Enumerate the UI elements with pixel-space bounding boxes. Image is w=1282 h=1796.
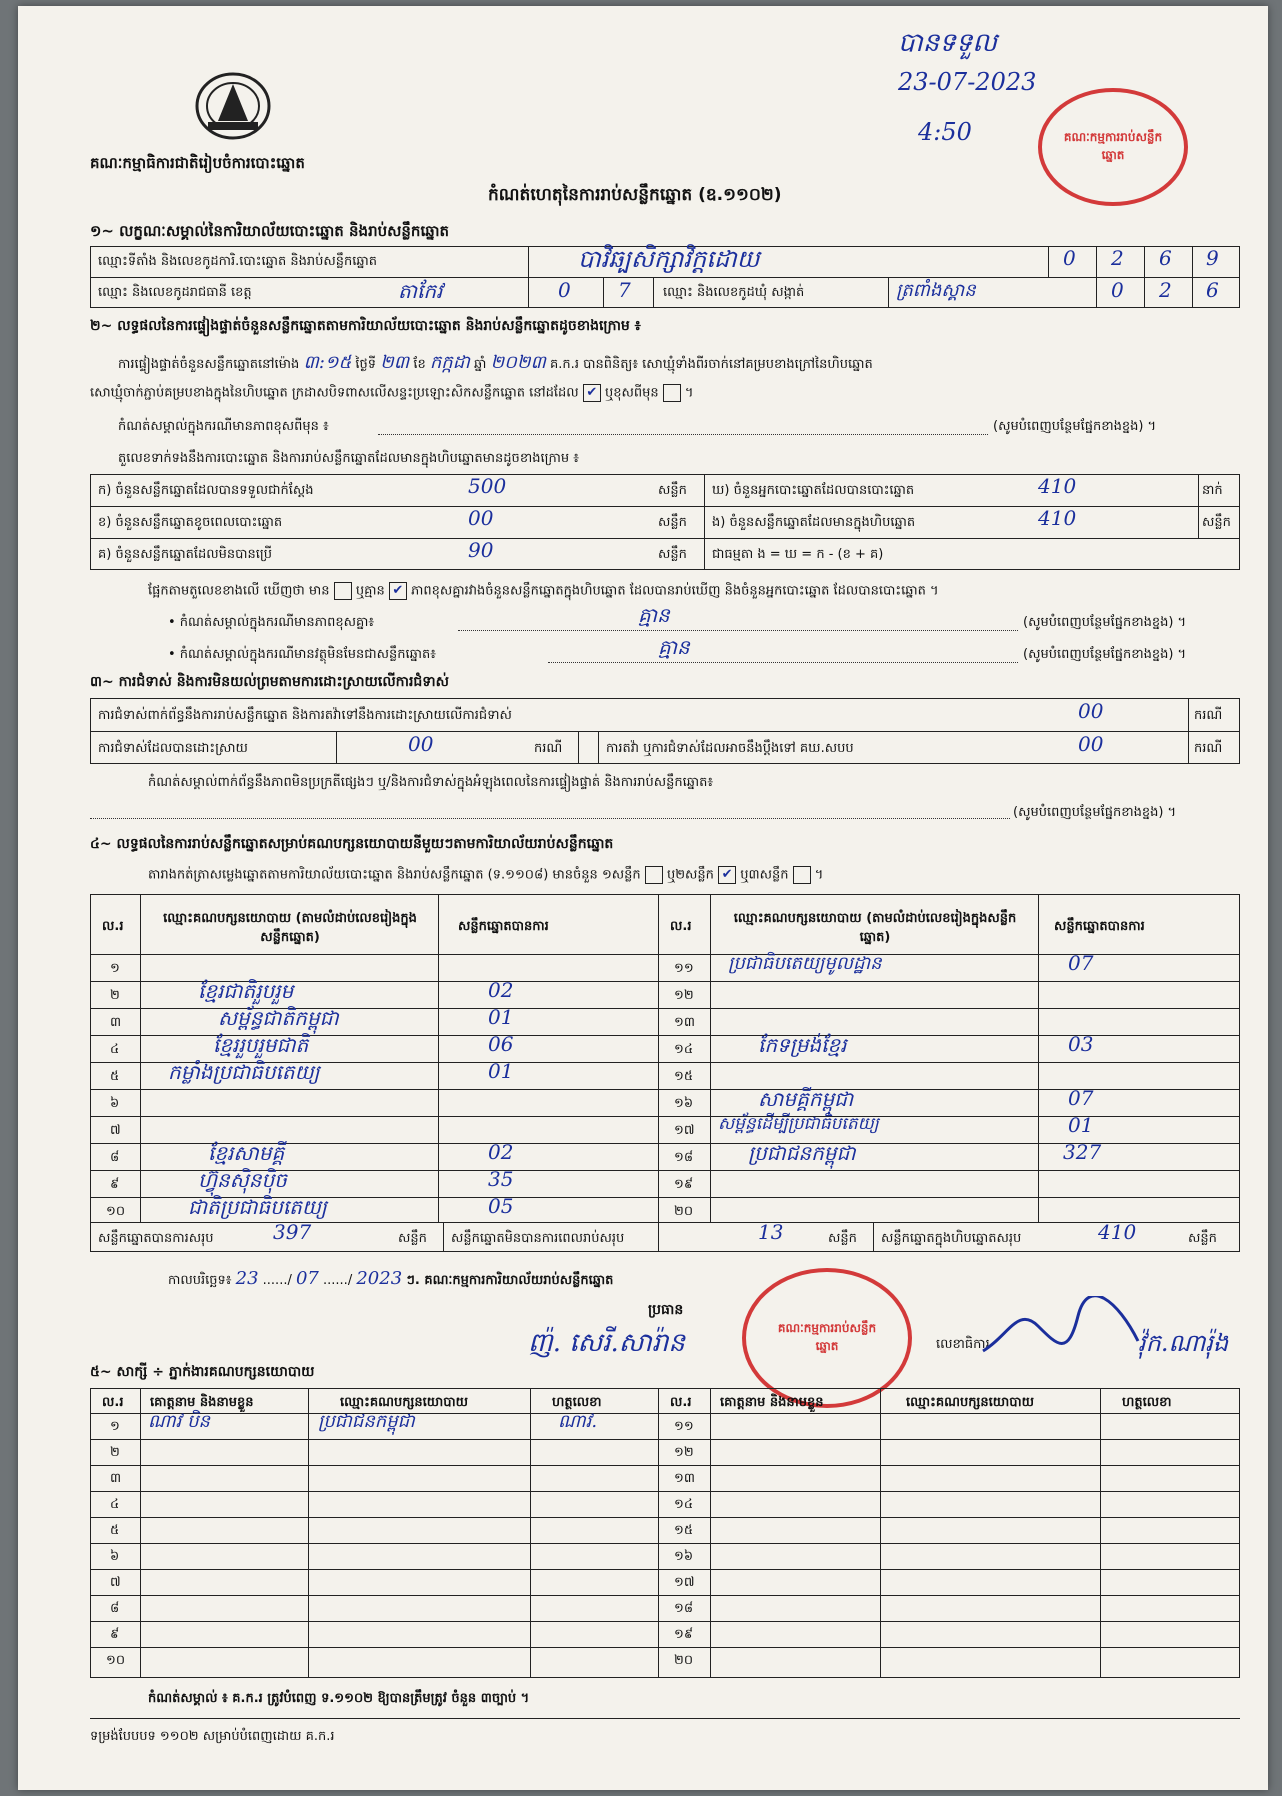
right-row-16-votes: 07 [1068, 1086, 1094, 1110]
objection-row2b-unit: ករណី [1194, 741, 1223, 756]
witness-right-no-18: ១៨ [674, 1601, 694, 1616]
left-row-2-party: ខ្មែរជាតិរួបរួម [198, 979, 294, 1003]
secretary-signature: វ៉ុក.ណារ៉ុង [1138, 1329, 1229, 1357]
witness-left-no-2: ២ [110, 1445, 120, 1460]
total-invalid-value: 13 [758, 1220, 784, 1244]
objection-row2a-value: 00 [408, 732, 434, 756]
right-row-20-no: ២០ [674, 1204, 694, 1219]
total-valid-value: 397 [273, 1220, 312, 1244]
left-row-4-votes: 06 [488, 1032, 514, 1056]
objection-row1-label: ការជំទាស់ពាក់ព័ន្ធនឹងការរាប់សន្លឹកឆ្នោត និងការតវ៉ាទៅនឹងការដោះស្រាយលើការជំទាស់ [98, 708, 512, 723]
left-row-3-no: ៣ [110, 1015, 122, 1030]
row-c-unit: សន្លឹក [658, 547, 687, 562]
row-d-label: ឃ) ចំនួនអ្នកបោះឆ្នោតដែលបានបោះឆ្នោត [712, 483, 915, 498]
note-b-value: គ្មាន [658, 635, 690, 659]
fill-back-note-1: (សូមបំពេញបន្ថែមផ្នែកខាងខ្នង) ។ [993, 419, 1157, 434]
province-code-2: 7 [618, 278, 631, 302]
committee-emblem-icon [188, 66, 278, 144]
verify-line-1-e: គ.ក.រ បានពិនិត្យ៖ សោឃ្មុំទាំងពីរចាក់នៅគម្របខាងក្រៅនៃហិបឆ្នោត [550, 357, 873, 372]
verify-month: កក្កដា [429, 352, 470, 373]
right-row-18-party: ប្រជាជនកម្ពុជា [748, 1141, 856, 1165]
stamp-text: គណៈកម្មការរាប់សន្លឹកឆ្នោត [1063, 130, 1163, 162]
witness-left-no-3: ៣ [110, 1471, 122, 1486]
left-row-1-no: ១ [110, 961, 120, 976]
two-sheet-label: ឬ២សន្លឹក [666, 867, 714, 883]
left-row-8-no: ៨ [110, 1150, 120, 1165]
objection-row2b-label: ការតវ៉ា ឬការជំទាស់ដែលអាចនឹងប្តឹងទៅ គឃ.សបប [606, 741, 854, 756]
witness-right-no-12: ១២ [674, 1445, 694, 1460]
witness-right-no-19: ១៩ [674, 1627, 694, 1642]
note-b: • កំណត់សម្គាល់ក្នុងករណីមានវត្ថុមិនមែនជាសន្លឹកឆ្នោត៖ [168, 647, 436, 662]
row-e-unit: សន្លឹក [1202, 515, 1231, 530]
right-row-19-no: ១៩ [674, 1177, 694, 1192]
same-checkbox[interactable]: ✔ [583, 384, 601, 402]
verify-line-1-a: ការផ្ទៀងផ្ទាត់ចំនួនសន្លឹកឆ្នោតនៅម៉ោង [118, 357, 300, 372]
total-valid-label: សន្លឹកឆ្នោតបានការសរុប [98, 1231, 214, 1246]
two-sheet-checkbox[interactable]: ✔ [718, 866, 736, 884]
verify-line-1-c: ខែ [413, 357, 426, 372]
verify-line-1-d: ឆ្នាំ [474, 357, 487, 372]
witness-left-no-4: ៤ [110, 1497, 120, 1512]
section1-title: ១~ លក្ខណៈសម្គាល់នៃការិយាល័យបោះឆ្នោត និងរាប់សន្លឹកឆ្នោត [90, 222, 450, 240]
secretary-signature-scribble-icon [978, 1296, 1148, 1366]
province-code-1: 0 [558, 278, 571, 302]
three-sheet-checkbox[interactable] [793, 866, 811, 884]
witness-col-sign-left: ហត្ថលេខា [552, 1395, 602, 1410]
col-party-right: ឈ្មោះគណបក្សនយោបាយ (តាមលំដាប់លេខរៀងក្នុងសន្លឹកឆ្នោត) [733, 911, 1017, 945]
witness-right-no-14: ១៤ [674, 1497, 694, 1512]
commune-label: ឈ្មោះ និងលេខកូដឃុំ សង្កាត់ [663, 285, 805, 300]
left-row-4-party: ខ្មែររួបរួមជាតិ [213, 1033, 309, 1057]
right-row-11-no: ១១ [674, 961, 694, 976]
received-time: 4:50 [918, 118, 972, 146]
station-code-1: 0 [1063, 246, 1076, 270]
section4-title: ៤~ លទ្ធផលនៃការរាប់សន្លឹកឆ្នោតសម្រាប់គណបក្សនយោបាយនីមួយៗតាមការិយាល័យរាប់សន្លឹកឆ្នោត [90, 836, 614, 852]
witness-col-no-left: ល.រ [102, 1395, 124, 1410]
total-valid-unit: សន្លឹក [398, 1231, 427, 1246]
left-row-8-votes: 02 [488, 1140, 514, 1164]
left-row-5-party: កម្លាំងប្រជាធិបតេយ្យ [168, 1060, 320, 1084]
left-row-10-no: ១០ [106, 1204, 126, 1219]
right-row-11-party: ប្រជាធិបតេយ្យមូលដ្ឋាន [728, 953, 882, 974]
witness-table [90, 1388, 1240, 1678]
witness-col-name-right: គោត្តនាម និងនាមខ្លួន [720, 1395, 824, 1410]
date-day: 23 [235, 1268, 259, 1289]
footer-bottom: ទម្រង់បែបបទ ១១០២ សម្រាប់បំពេញដោយ គ.ក.រ [90, 1729, 335, 1744]
left-row-6-no: ៦ [110, 1096, 120, 1111]
president-signature: ញ៉. សេរី.សារ៉ាន [528, 1328, 685, 1358]
left-row-9-votes: 35 [488, 1167, 514, 1191]
date-line: កាលបរិច្ឆេទ៖ 23 ....../ 07 ....../ 2023 ៗ. គណៈកម្មការការិយាល័យរាប់សន្លឹកឆ្នោត [168, 1268, 614, 1289]
right-row-16-party: សាមគ្គីកម្ពុជា [758, 1087, 854, 1111]
left-row-4-no: ៤ [110, 1042, 120, 1057]
no-difference-checkbox[interactable]: ✔ [389, 582, 407, 600]
row-e-label: ង) ចំនួនសន្លឹកឆ្នោតដែលមានក្នុងហិបឆ្នោត [712, 515, 916, 530]
col-party-left: ឈ្មោះគណបក្សនយោបាយ (តាមលំដាប់លេខរៀងក្នុងសន្លឹកឆ្នោត) [163, 911, 417, 945]
right-row-13-no: ១៣ [674, 1015, 695, 1030]
verify-line-1 [118, 350, 873, 377]
left-row-9-party: ហ៊្វុនស៊ិនប៉ិច [198, 1168, 287, 1192]
commune-code-3: 6 [1206, 278, 1219, 302]
right-row-17-party: សម្ព័ន្ធដើម្បីប្រជាធិបតេយ្យ [718, 1114, 879, 1134]
left-row-7-no: ៧ [110, 1123, 121, 1138]
section3-title: ៣~ ការជំទាស់ និងការមិនយល់ព្រមតាមការដោះស្រាយលើការជំទាស់ [90, 674, 449, 690]
committee-label: ៗ. គណៈកម្មការការិយាល័យរាប់សន្លឹកឆ្នោត [406, 1273, 614, 1288]
fill-back-note-4: (សូមបំពេញបន្ថែមផ្នែកខាងខ្នង) ។ [1013, 805, 1177, 820]
left-row-3-votes: 01 [488, 1005, 514, 1029]
col-no-right: ល.រ [670, 919, 692, 934]
station-value: បាវិឆ្បសិក្សាវិក្តដោយ [578, 245, 760, 273]
official-stamp-middle [742, 1268, 912, 1408]
verify-day: ២៣ [380, 352, 410, 373]
right-row-15-no: ១៥ [674, 1069, 694, 1084]
formula: ជាធម្មតា ង = ឃ = ក - (ខ + គ) [712, 547, 884, 562]
left-row-5-votes: 01 [488, 1059, 514, 1083]
row-d-value: 410 [1038, 474, 1077, 498]
commune-value: ត្រពាំងស្គាន [896, 280, 976, 301]
objection-row1-unit: ករណី [1194, 708, 1223, 723]
note-b-line[interactable] [548, 662, 1018, 663]
check-line [148, 582, 939, 602]
total-box-label: សន្លឹកឆ្នោតក្នុងហិបឆ្នោតសរុប [881, 1231, 1022, 1246]
section3-note-line[interactable] [90, 818, 1010, 819]
right-row-14-votes: 03 [1068, 1032, 1094, 1056]
row-a-value: 500 [468, 474, 507, 498]
commune-code-2: 2 [1159, 278, 1172, 302]
section4-intro: តារាងកត់ត្រាសម្លេងឆ្នោតតាមការិយាល័យបោះឆ្នោត និងរាប់សន្លឹកឆ្នោត (ទ.១១០៨) មានចំនួន ១សន្លឹក ឬ២សន្លឹក ✔ ឬ៣សន្លឹក ។ [148, 867, 824, 883]
form-page [18, 6, 1268, 1790]
witness-col-sign-right: ហត្ថលេខា [1122, 1395, 1172, 1410]
total-box-unit: សន្លឹក [1188, 1231, 1217, 1246]
province-label: ឈ្មោះ និងលេខកូដរាជធានី ខេត្ត [98, 285, 252, 300]
row-c-label: គ) ចំនួនសន្លឹកឆ្នោតដែលមិនបានប្រើ [98, 547, 272, 562]
date-label: កាលបរិច្ឆេទ៖ [168, 1273, 232, 1288]
row-a-unit: សន្លឹក [658, 483, 687, 498]
witness-right-no-11: ១១ [674, 1419, 694, 1434]
station-code-3: 6 [1159, 246, 1172, 270]
station-label: ឈ្មោះទីតាំង និងលេខកូដការិ.បោះឆ្នោត និងរាប់សន្លឹកឆ្នោត [98, 254, 377, 269]
witness-right-no-15: ១៥ [674, 1523, 694, 1538]
committee-name: គណៈកម្មាធិការជាតិរៀបចំការបោះឆ្នោត [90, 154, 305, 172]
footer-note: កំណត់សម្គាល់ ៖ គ.ក.រ ត្រូវបំពេញ ទ.១១០២ ឱ្យបានត្រឹមត្រូវ ចំនួន ៣ច្បាប់ ។ [148, 1691, 530, 1706]
section3-note: កំណត់សម្គាល់ពាក់ព័ន្ធនឹងភាពមិនប្រក្រតីផ្សេងៗ ឬ/និងការជំទាស់ក្នុងអំឡុងពេលនៃការផ្ទៀងផ្ទាត់ និងការរាប់សន្លឹកឆ្នោត៖ [148, 775, 714, 790]
right-row-18-votes: 327 [1063, 1140, 1102, 1164]
right-row-18-no: ១៨ [674, 1150, 694, 1165]
row-b-unit: សន្លឹក [658, 515, 687, 530]
check-line-c: ភាពខុសគ្នារវាងចំនួនសន្លឹកឆ្នោតក្នុងហិបឆ្នោត ដែលបានរាប់ឃើញ និងចំនួនអ្នកបោះឆ្នោត ដែលបានបោះឆ្នោត ។ [411, 583, 939, 599]
witness-right-no-20: ២០ [674, 1653, 694, 1668]
right-row-14-party: កែទម្រង់ខ្មែរ [758, 1033, 847, 1057]
right-row-14-no: ១៤ [674, 1042, 694, 1057]
row-c-value: 90 [468, 538, 494, 562]
row-e-value: 410 [1038, 506, 1077, 530]
verify-year: ២០២៣ [490, 352, 546, 373]
row-b-label: ខ) ចំនួនសន្លឹកឆ្នោតខូចពេលបោះឆ្នោត [98, 515, 283, 530]
verify-line-2-text: សោឃ្មុំចាក់ភ្ជាប់គម្របខាងក្នុងនៃហិបឆ្នោត ក្រដាសបិទពាសលើសន្ទះប្រឡោះសិកសន្លឹកឆ្នោត នៅដដែល [90, 385, 579, 401]
commune-code-1: 0 [1111, 278, 1124, 302]
left-row-10-party: ជាតិប្រជាធិបតេយ្យ [188, 1195, 327, 1219]
witness-col-no-right: ល.រ [670, 1395, 692, 1410]
left-row-10-votes: 05 [488, 1194, 514, 1218]
left-row-2-no: ២ [110, 988, 120, 1003]
row-b-value: 00 [468, 506, 494, 530]
right-row-17-no: ១៧ [674, 1123, 695, 1138]
right-row-17-votes: 01 [1068, 1113, 1094, 1137]
stamp-middle-text: គណៈកម្មការរាប់សន្លឹកឆ្នោត [777, 1321, 877, 1353]
option-same-label: ឬខុសពីមុន [604, 385, 659, 401]
col-votes-left: សន្លឹកឆ្នោតបានការ [458, 919, 549, 934]
section5-title: ៥~ សាក្សី ÷ ភ្នាក់ងារគណបក្សនយោបាយ [90, 1364, 315, 1380]
witness-left-no-5: ៥ [110, 1523, 120, 1538]
row-d-unit: នាក់ [1202, 483, 1223, 498]
numbers-intro: តួលេខទាក់ទងនឹងការបោះឆ្នោត និងការរាប់សន្លឹកឆ្នោតដែលមានក្នុងហិបឆ្នោតមានដូចខាងក្រោម ៖ [118, 451, 579, 466]
check-line-b: ឬគ្មាន [355, 583, 385, 599]
station-code-2: 2 [1111, 246, 1124, 270]
official-stamp-top [1038, 88, 1188, 206]
witness-left-no-9: ៩ [110, 1627, 120, 1642]
witness-col-party-left: ឈ្មោះគណបក្សនយោបាយ [340, 1395, 468, 1410]
verify-line-2: សោឃ្មុំចាក់ភ្ជាប់គម្របខាងក្នុងនៃហិបឆ្នោត ក្រដាសបិទពាសលើសន្ទះប្រឡោះសិកសន្លឹកឆ្នោត នៅដដែល ✔ ឬខុសពីមុន ។ [90, 385, 694, 401]
province-value: តាកែវ [398, 279, 443, 303]
col-no-left: ល.រ [102, 919, 124, 934]
three-sheet-label: ឬ៣សន្លឹក [740, 867, 789, 883]
left-row-5-no: ៥ [110, 1069, 120, 1084]
witness-1-sign: ណាវ. [558, 1411, 598, 1432]
witness-col-party-right: ឈ្មោះគណបក្សនយោបាយ [906, 1395, 1034, 1410]
verify-line-1-b: ថ្ងៃទី [355, 357, 377, 372]
form-title: កំណត់ហេតុនៃការរាប់សន្លឹកឆ្នោត (ឧ.១១០២) [488, 185, 782, 205]
total-invalid-label: សន្លឹកឆ្នោតមិនបានការពេលរាប់សរុប [451, 1231, 625, 1246]
verify-time: ៣:១៥ [303, 352, 352, 373]
witness-left-no-1: ១ [110, 1419, 120, 1434]
president-label: ប្រធាន [648, 1302, 684, 1318]
right-row-16-no: ១៦ [674, 1096, 694, 1111]
witness-col-name-left: គោត្តនាម និងនាមខ្លួន [150, 1395, 254, 1410]
objection-row2a-unit: ករណី [534, 741, 563, 756]
total-invalid-unit: សន្លឹក [828, 1231, 857, 1246]
section4-intro-text: តារាងកត់ត្រាសម្លេងឆ្នោតតាមការិយាល័យបោះឆ្នោត និងរាប់សន្លឹកឆ្នោត (ទ.១១០៨) មានចំនួន ១សន្លឹក [148, 867, 641, 883]
note-a: • កំណត់សម្គាល់ក្នុងករណីមានភាពខុសគ្នា៖ [168, 615, 375, 630]
note-a-line[interactable] [458, 630, 1018, 631]
different-checkbox[interactable] [663, 384, 681, 402]
left-row-2-votes: 02 [488, 978, 514, 1002]
secretary-label: លេខាធិការ [936, 1337, 990, 1352]
witness-right-no-13: ១៣ [674, 1471, 695, 1486]
witness-right-no-16: ១៦ [674, 1549, 694, 1564]
note-diff: កំណត់សម្គាល់ក្នុងករណីមានភាពខុសពីមុន ៖ [118, 419, 329, 434]
has-difference-checkbox[interactable] [334, 582, 352, 600]
received-date: 23-07-2023 [898, 68, 1037, 96]
objection-row2b-value: 00 [1078, 732, 1104, 756]
right-row-12-no: ១២ [674, 988, 694, 1003]
left-row-9-no: ៩ [110, 1177, 120, 1192]
witness-left-no-10: ១០ [106, 1653, 126, 1668]
witness-left-no-7: ៧ [110, 1575, 121, 1590]
witness-left-no-6: ៦ [110, 1549, 120, 1564]
left-row-8-party: ខ្មែរសាមគ្គី [208, 1141, 285, 1165]
witness-1-name: ណាវ បិន [148, 1411, 210, 1432]
fill-back-note-3: (សូមបំពេញបន្ថែមផ្នែកខាងខ្នង) ។ [1023, 647, 1187, 662]
check-line-a: ផ្អែកតាមតួលេខខាងលើ ឃើញថា មាន [148, 583, 330, 599]
date-month: 07 [295, 1268, 319, 1289]
col-votes-right: សន្លឹកឆ្នោតបានការ [1054, 919, 1145, 934]
witness-1-party: ប្រជាជនកម្ពុជា [318, 1411, 415, 1432]
note-a-value: គ្មាន [638, 603, 670, 627]
note-diff-line[interactable] [378, 434, 988, 435]
witness-right-no-17: ១៧ [674, 1575, 695, 1590]
station-code-4: 9 [1206, 246, 1219, 270]
total-box-value: 410 [1098, 1220, 1137, 1244]
left-row-3-party: សម្ព័ន្ធជាតិកម្ពុជា [218, 1006, 339, 1030]
received-label: បានទទួល [898, 28, 998, 58]
objection-row1-value: 00 [1078, 699, 1104, 723]
witness-left-no-8: ៨ [110, 1601, 120, 1616]
objection-row2a-label: ការជំទាស់ដែលបានដោះស្រាយ [98, 741, 248, 756]
one-sheet-checkbox[interactable] [645, 866, 663, 884]
right-row-11-votes: 07 [1068, 951, 1094, 975]
fill-back-note-2: (សូមបំពេញបន្ថែមផ្នែកខាងខ្នង) ។ [1023, 615, 1187, 630]
section2-title: ២~ លទ្ធផលនៃការផ្ទៀងផ្ទាត់ចំនួនសន្លឹកឆ្នោតតាមការិយាល័យបោះឆ្នោត និងរាប់សន្លឹកឆ្នោតដូចខាងក្រោម ៖ [90, 318, 641, 334]
date-year: 2023 [356, 1268, 403, 1289]
row-a-label: ក) ចំនួនសន្លឹកឆ្នោតដែលបានទទួលជាក់ស្តែង [98, 483, 314, 498]
